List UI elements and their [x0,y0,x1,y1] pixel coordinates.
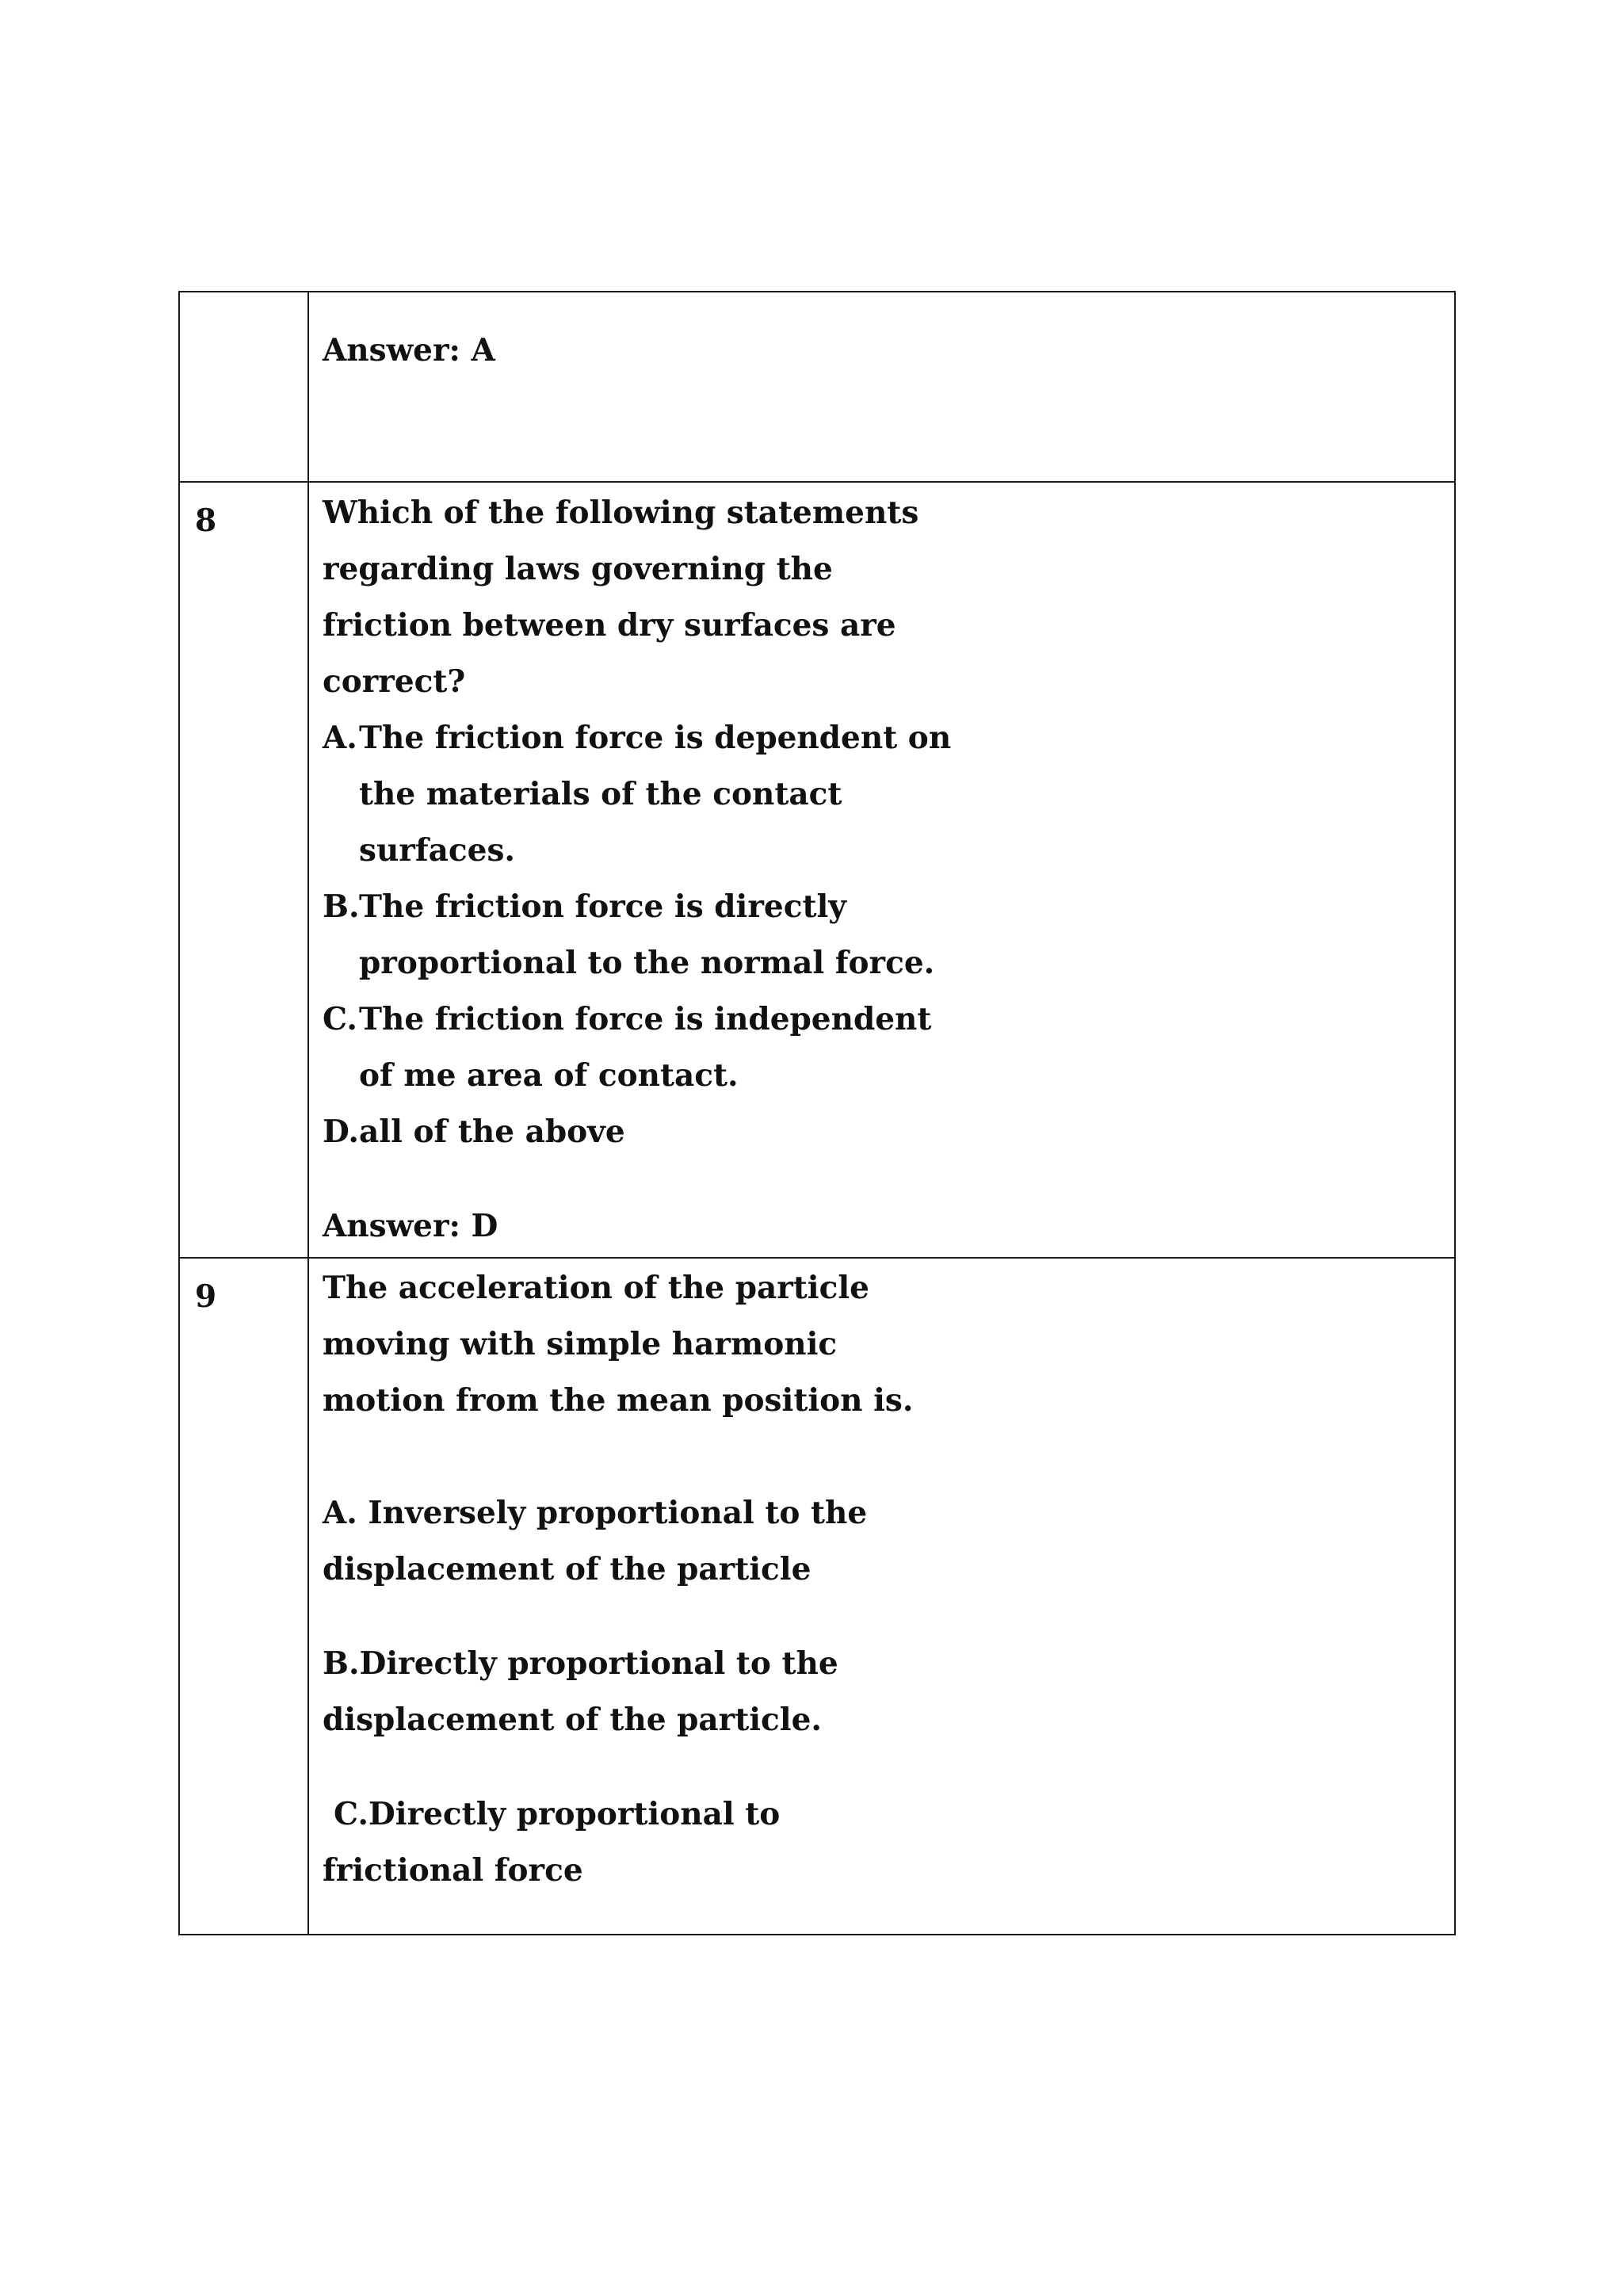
question-text-cell [308,1258,1455,1935]
question-line: correct? [323,663,466,700]
option-c-continued: of me area of contact. [359,1057,739,1094]
option-b-continued: proportional to the normal force. [359,945,935,981]
question-line: regarding laws governing the [323,551,833,587]
question-line: The acceleration of the particle [323,1270,869,1306]
question-text-cell [308,482,1455,1258]
question-number-cell [179,292,308,482]
option-c [323,991,1454,1048]
option-letter: A. [323,720,357,756]
option-letter: C. [323,1001,357,1037]
answer-label: Answer: A [323,332,495,369]
answer-label: Answer: D [323,1208,498,1244]
question-number-cell [179,482,308,1258]
option-a-continued: displacement of the particle [323,1551,812,1587]
option-letter: B. [323,888,360,925]
option-b [323,879,1454,935]
question-line: motion from the mean position is. [323,1382,914,1419]
question-text-cell [308,292,1455,482]
option-a [323,710,1454,766]
option-text: The friction force is dependent on [359,720,952,756]
option-a-continued: the materials of the contact [359,776,842,812]
option-c: C.Directly proportional to [334,1796,781,1832]
table-row [179,292,1455,482]
question-line: moving with simple harmonic [323,1326,838,1362]
option-text: The friction force is independent [359,1001,932,1037]
question-table [178,291,1456,1935]
question-number-cell [179,1258,308,1935]
table-row [179,1258,1455,1935]
option-c-continued: frictional force [323,1852,583,1889]
option-a: A. Inversely proportional to the [323,1495,868,1531]
option-d: D.all of the above [323,1114,625,1150]
option-b-continued: displacement of the particle. [323,1702,822,1738]
question-number: 9 [195,1278,217,1315]
option-b: B.Directly proportional to the [323,1645,838,1682]
option-a-continued: surfaces. [359,832,515,869]
table-row [179,482,1455,1258]
question-line: Which of the following statements [323,495,919,531]
question-line: friction between dry surfaces are [323,607,896,644]
option-text: The friction force is directly [359,888,846,925]
question-number: 8 [195,502,217,539]
